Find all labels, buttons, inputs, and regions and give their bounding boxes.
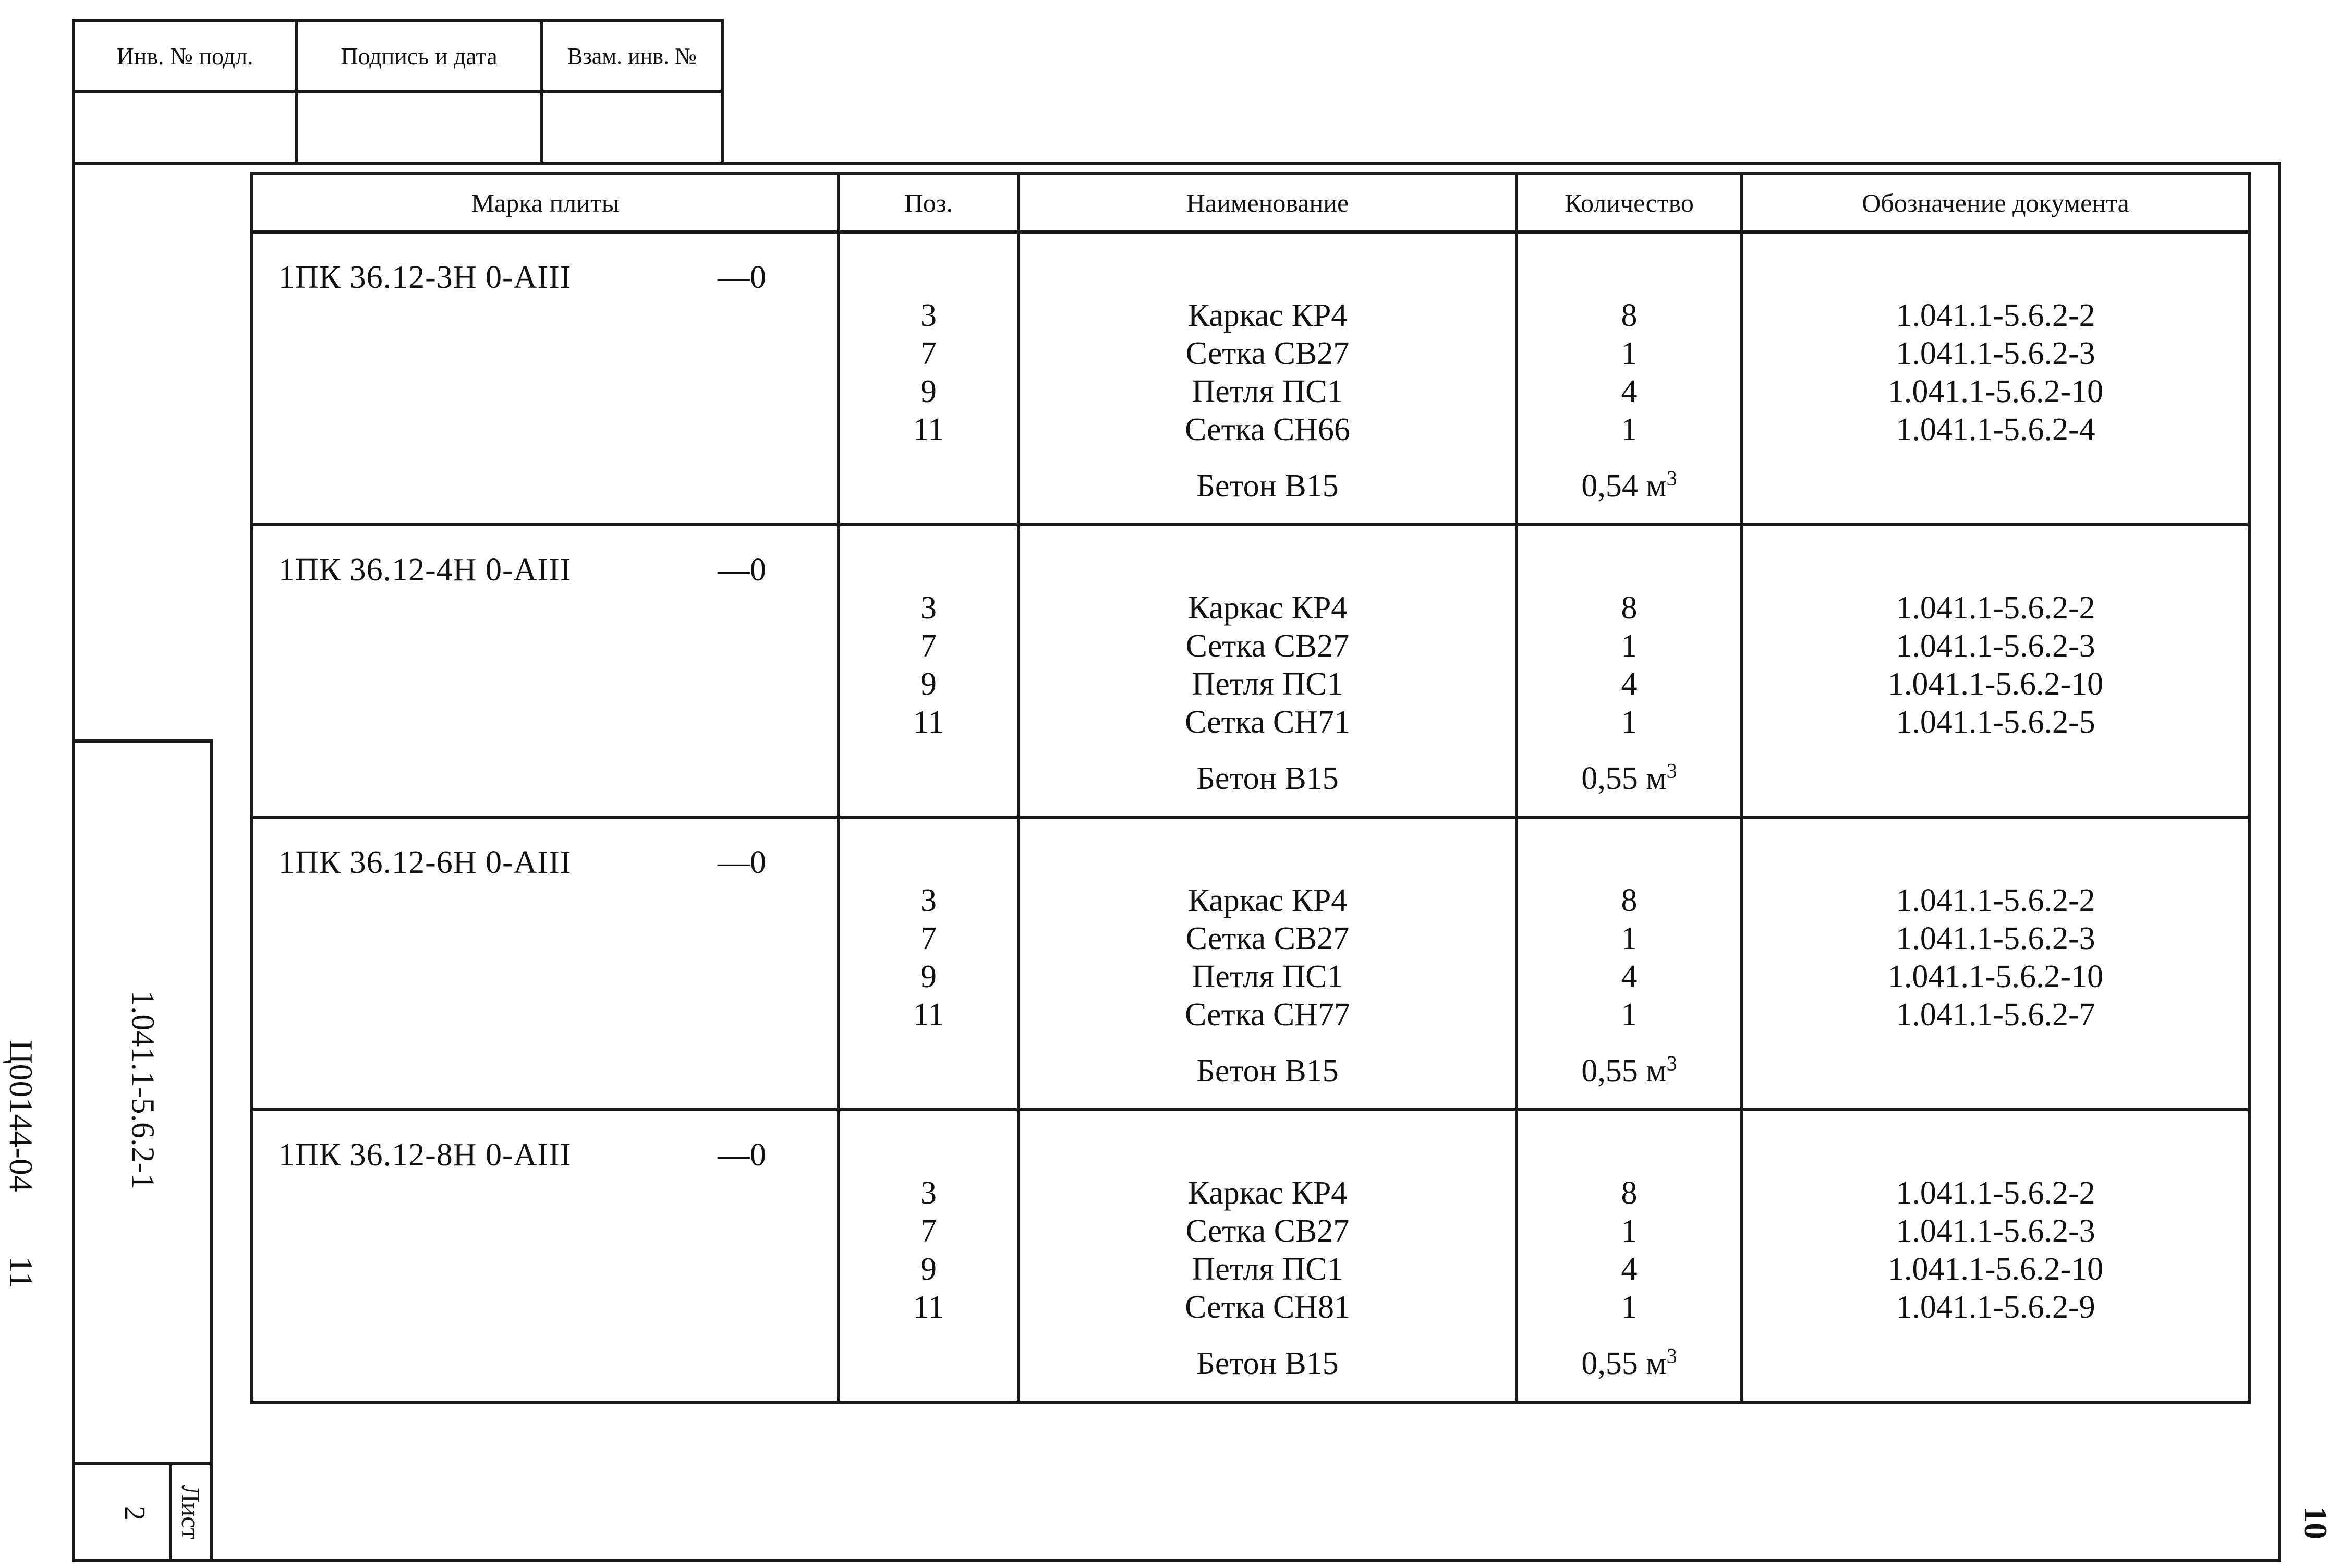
item-doc: 1.041.1-5.6.2-4 (1896, 412, 2095, 447)
item-qty: 4 (1621, 374, 1638, 409)
slab-mark-suffix: —0 (718, 1137, 766, 1173)
item-name: Сетка СВ27 (1185, 921, 1350, 956)
item-name: Сетка СН81 (1184, 1290, 1351, 1325)
item-qty: 8 (1621, 1175, 1638, 1211)
table-header-row (252, 174, 2249, 232)
item-qty: 1 (1621, 921, 1638, 956)
pos-value: 9 (920, 1251, 937, 1287)
stamp-header-inv: Инв. № подл. (116, 42, 253, 69)
item-qty: 1 (1621, 412, 1638, 447)
side-doc-code: 1.041.1-5.6.2-1 (125, 990, 161, 1190)
item-doc: 1.041.1-5.6.2-3 (1896, 628, 2095, 664)
doc-cell (1742, 1110, 2249, 1402)
slab-mark: 1ПК 36.12-6Н 0-АIII (278, 845, 572, 880)
pos-value: 11 (913, 412, 944, 447)
pos-value: 9 (920, 959, 937, 994)
concrete-name: Бетон В15 (1196, 468, 1339, 504)
item-name: Каркас КР4 (1187, 590, 1348, 626)
slab-mark: 1ПК 36.12-3Н 0-АIII (278, 260, 572, 295)
item-name: Петля ПС1 (1192, 1251, 1343, 1287)
item-qty: 1 (1621, 336, 1638, 371)
pos-value: 3 (920, 298, 937, 333)
doc-cell (1742, 232, 2249, 525)
item-name: Петля ПС1 (1192, 374, 1343, 409)
item-qty: 1 (1621, 704, 1638, 740)
item-doc: 1.041.1-5.6.2-2 (1896, 1175, 2095, 1211)
table-row (252, 817, 2249, 1110)
mark-cell (252, 232, 839, 525)
mark-cell (252, 1110, 839, 1402)
item-name: Сетка СН71 (1184, 704, 1351, 740)
pos-value: 9 (920, 374, 937, 409)
name-cell (1019, 1110, 1517, 1402)
stamp-header-signature: Подпись и дата (341, 42, 498, 69)
stamp-header-replace: Взам. инв. № (567, 43, 697, 69)
stamp-divider-h (72, 90, 724, 93)
pos-cell (839, 817, 1019, 1110)
concrete-qty (1518, 760, 1740, 798)
slab-mark-suffix: —0 (718, 552, 766, 588)
table-row (252, 1110, 2249, 1402)
concrete-name: Бетон В15 (1196, 1053, 1339, 1089)
pos-cell (839, 525, 1019, 817)
concrete-qty (1518, 1052, 1740, 1090)
qty-cell (1517, 817, 1742, 1110)
concrete-qty (1518, 467, 1740, 505)
item-qty: 4 (1621, 666, 1638, 702)
item-doc: 1.041.1-5.6.2-5 (1896, 704, 2095, 740)
item-name: Петля ПС1 (1192, 959, 1343, 994)
side-sheet-number: 2 (118, 1506, 151, 1521)
item-doc: 1.041.1-5.6.2-10 (1887, 666, 2104, 702)
item-name: Петля ПС1 (1192, 666, 1343, 702)
header-mark: Марка плиты (252, 174, 839, 232)
side-divider-v (169, 1462, 172, 1562)
side-sheet-label: Лист (176, 1485, 205, 1540)
item-qty: 4 (1621, 959, 1638, 994)
pos-value: 9 (920, 666, 937, 702)
item-doc: 1.041.1-5.6.2-2 (1896, 590, 2095, 626)
name-cell (1019, 525, 1517, 817)
qty-cell (1517, 232, 1742, 525)
name-cell (1019, 232, 1517, 525)
item-doc: 1.041.1-5.6.2-2 (1896, 298, 2095, 333)
page-number: 10 (2297, 1506, 2334, 1539)
concrete-qty-exponent: 3 (1666, 1344, 1677, 1368)
concrete-qty-value: 0,55 м (1581, 1053, 1667, 1089)
header-name: Наименование (1019, 174, 1517, 232)
item-doc: 1.041.1-5.6.2-2 (1896, 883, 2095, 918)
item-name: Каркас КР4 (1187, 883, 1348, 918)
concrete-qty-value: 0,55 м (1581, 761, 1667, 796)
item-name: Каркас КР4 (1187, 298, 1348, 333)
item-qty: 8 (1621, 298, 1638, 333)
item-name: Сетка СВ27 (1185, 628, 1350, 664)
pos-value: 3 (920, 590, 937, 626)
pos-value: 7 (920, 628, 937, 664)
item-qty: 1 (1621, 1213, 1638, 1249)
item-qty: 1 (1621, 1290, 1638, 1325)
concrete-name: Бетон В15 (1196, 1346, 1339, 1381)
item-doc: 1.041.1-5.6.2-9 (1896, 1290, 2095, 1325)
item-name: Сетка СВ27 (1185, 1213, 1350, 1249)
item-name: Каркас КР4 (1187, 1175, 1348, 1211)
pos-value: 7 (920, 1213, 937, 1249)
item-qty: 4 (1621, 1251, 1638, 1287)
specification-table (250, 172, 2251, 1404)
item-qty: 1 (1621, 997, 1638, 1032)
item-doc: 1.041.1-5.6.2-7 (1896, 997, 2095, 1032)
concrete-qty-exponent: 3 (1666, 466, 1677, 490)
item-doc: 1.041.1-5.6.2-3 (1896, 336, 2095, 371)
item-name: Сетка СН77 (1184, 997, 1351, 1032)
slab-mark-suffix: —0 (718, 845, 766, 880)
qty-cell (1517, 525, 1742, 817)
item-doc: 1.041.1-5.6.2-3 (1896, 1213, 2095, 1249)
name-cell (1019, 817, 1517, 1110)
pos-value: 3 (920, 883, 937, 918)
header-doc: Обозначение документа (1742, 174, 2249, 232)
doc-cell (1742, 525, 2249, 817)
pos-value: 7 (920, 921, 937, 956)
series-number: 11 (3, 1256, 40, 1289)
item-doc: 1.041.1-5.6.2-10 (1887, 959, 2104, 994)
pos-value: 11 (913, 1290, 944, 1325)
concrete-qty-exponent: 3 (1666, 1051, 1677, 1075)
doc-cell (1742, 817, 2249, 1110)
pos-cell (839, 232, 1019, 525)
pos-value: 3 (920, 1175, 937, 1211)
concrete-qty-exponent: 3 (1666, 759, 1677, 783)
mark-cell (252, 817, 839, 1110)
pos-cell (839, 1110, 1019, 1402)
concrete-qty (1518, 1345, 1740, 1383)
item-doc: 1.041.1-5.6.2-10 (1887, 1251, 2104, 1287)
item-qty: 8 (1621, 883, 1638, 918)
series-code: Ц00144-04 (3, 1040, 40, 1192)
slab-mark: 1ПК 36.12-4Н 0-АIII (278, 552, 572, 588)
side-divider-h (72, 1462, 213, 1465)
item-doc: 1.041.1-5.6.2-3 (1896, 921, 2095, 956)
header-qty: Количество (1517, 174, 1742, 232)
item-doc: 1.041.1-5.6.2-10 (1887, 374, 2104, 409)
concrete-qty-value: 0,55 м (1581, 1346, 1667, 1381)
item-name: Сетка СН66 (1184, 412, 1351, 447)
slab-mark-suffix: —0 (718, 260, 766, 295)
item-name: Сетка СВ27 (1185, 336, 1350, 371)
concrete-qty-value: 0,54 м (1581, 468, 1667, 504)
mark-cell (252, 525, 839, 817)
header-pos: Поз. (839, 174, 1019, 232)
pos-value: 7 (920, 336, 937, 371)
table-row (252, 525, 2249, 817)
item-qty: 1 (1621, 628, 1638, 664)
pos-value: 11 (913, 704, 944, 740)
slab-mark: 1ПК 36.12-8Н 0-АIII (278, 1137, 572, 1173)
item-qty: 8 (1621, 590, 1638, 626)
table-row (252, 232, 2249, 525)
concrete-name: Бетон В15 (1196, 761, 1339, 796)
pos-value: 11 (913, 997, 944, 1032)
qty-cell (1517, 1110, 1742, 1402)
